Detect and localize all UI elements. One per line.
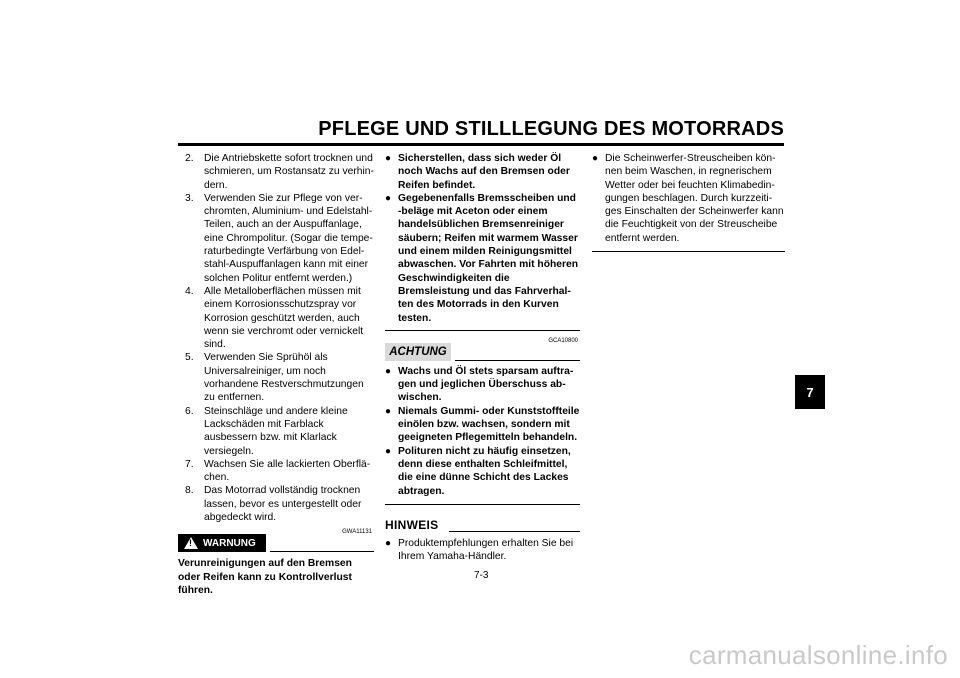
bullet-icon: ● (385, 405, 392, 417)
warning-header-line (270, 551, 374, 552)
list-item: ● Gegebenenfalls Bremsscheiben und -beläge mit Aceton oder einem handelsüblichen Bremsenreiniger säubern; Reifen mit warmem Wasser und einem milden Reinigungsmittel abwaschen. Vor Fahrten mit höheren Geschwindigkeiten die Bremsleistung und das Fahrverhalten des Motorrads in den Kurven testen. (385, 192, 579, 324)
bullet-icon: ● (385, 445, 392, 457)
note-bullets (385, 537, 580, 564)
bullet-icon: ● (385, 192, 392, 204)
page-title: PFLEGE UND STILLLEGUNG DES MOTORRADS (318, 118, 784, 140)
column-3 (592, 152, 785, 252)
caution-code: GCA10800 (548, 337, 578, 344)
warning-header (178, 529, 374, 552)
note-label: HINWEIS (385, 517, 439, 532)
warning-label: WARNUNG (203, 537, 256, 549)
caution-badge: ACHTUNG (385, 343, 451, 361)
list-item: 4. Alle Metalloberflächen müssen mit einem Korrosionsschutzspray vor Korrosion geschützt werden, auch wenn sie verchromt oder vernickelt sind. (185, 285, 364, 351)
list-item: 3. Verwenden Sie zur Pflege von verchromten, Aluminium- und Edelstahl-Teilen, auch an der Auspuffanlage, eine Chrompolitur. (Sogar die temperaturbedingte Verfärbung von Edelstahl-Auspuffanlagen kann mit einer solchen Politur entfernt werden.) (185, 192, 373, 284)
bullet-icon: ● (592, 153, 599, 164)
list-item: ● Produktempfehlungen erhalten Sie bei Ihrem Yamaha-Händler. (385, 537, 574, 563)
list-item: ● Die Scheinwerfer-Streuscheiben können beim Waschen, in regnerischem Wetter oder bei feuchten Klimabedingungen beschlagen. Durch kurzzeitiges Einschalten der Scheinwerfer kann die Feuchtigkeit von der Streuscheibe entfernt werden. (592, 153, 784, 244)
list-item: 7. Wachsen Sie alle lackierten Oberflächen. (185, 458, 371, 484)
list-item: ● Wachs und Öl stets sparsam auftragen und jeglichen Überschuss abwischen. (385, 365, 574, 404)
warning-badge (178, 534, 266, 552)
list-item: 6. Steinschläge und andere kleine Lackschäden mit Farblack ausbessern bzw. mit Klarlack versiegeln. (185, 405, 348, 457)
caution-header (385, 337, 580, 361)
column-1 (178, 152, 374, 597)
bullet-icon: ● (385, 365, 392, 377)
note-end-rule (592, 251, 785, 252)
list-item: ● Niemals Gummi- oder Kunststoffteile einölen bzw. wachsen, sondern mit geeigneten Pflegemitteln behandeln. (385, 405, 580, 444)
caution-bullets (385, 365, 580, 498)
bullet-icon: ● (385, 537, 392, 549)
note-header-line (449, 531, 580, 532)
list-item: ● Sicherstellen, dass sich weder Öl noch Wachs auf den Bremsen oder Reifen befindet. (385, 153, 570, 191)
warning-end-rule (385, 330, 580, 331)
list-item: 5. Verwenden Sie Sprühöl als Universalreiniger, um noch vorhandene Restverschmutzungen zu entfernen. (185, 352, 364, 404)
chapter-tab: 7 (795, 375, 825, 409)
caution-end-rule (385, 504, 580, 505)
title-rule (178, 143, 784, 146)
watermark: carmanualsonline.info (688, 640, 948, 670)
note-header (385, 519, 580, 535)
warning-bullets (385, 152, 580, 325)
list-item: 8. Das Motorrad vollständig trocknen lassen, bevor es untergestellt oder abgedeckt wird. (185, 485, 362, 524)
list-item: ● Polituren nicht zu häufig einsetzen, denn diese enthalten Schleifmittel, die eine dünne Schicht des Lackes abtragen. (385, 445, 571, 497)
warning-text: Verunreinigungen auf den Bremsen oder Reifen kann zu Kontrollverlust führen. (178, 558, 352, 596)
column-2 (385, 152, 580, 563)
page-number: 7-3 (474, 570, 489, 581)
warning-code: GWA11131 (342, 529, 372, 536)
caution-header-line (455, 360, 580, 361)
warning-triangle-icon: ! (184, 537, 198, 549)
headlight-bullets (592, 152, 785, 245)
bullet-icon: ● (385, 153, 392, 164)
cleaning-steps (178, 152, 374, 524)
list-item: 2. Die Antriebskette sofort trocknen und schmieren, um Rostansatz zu verhindern. (185, 153, 374, 191)
